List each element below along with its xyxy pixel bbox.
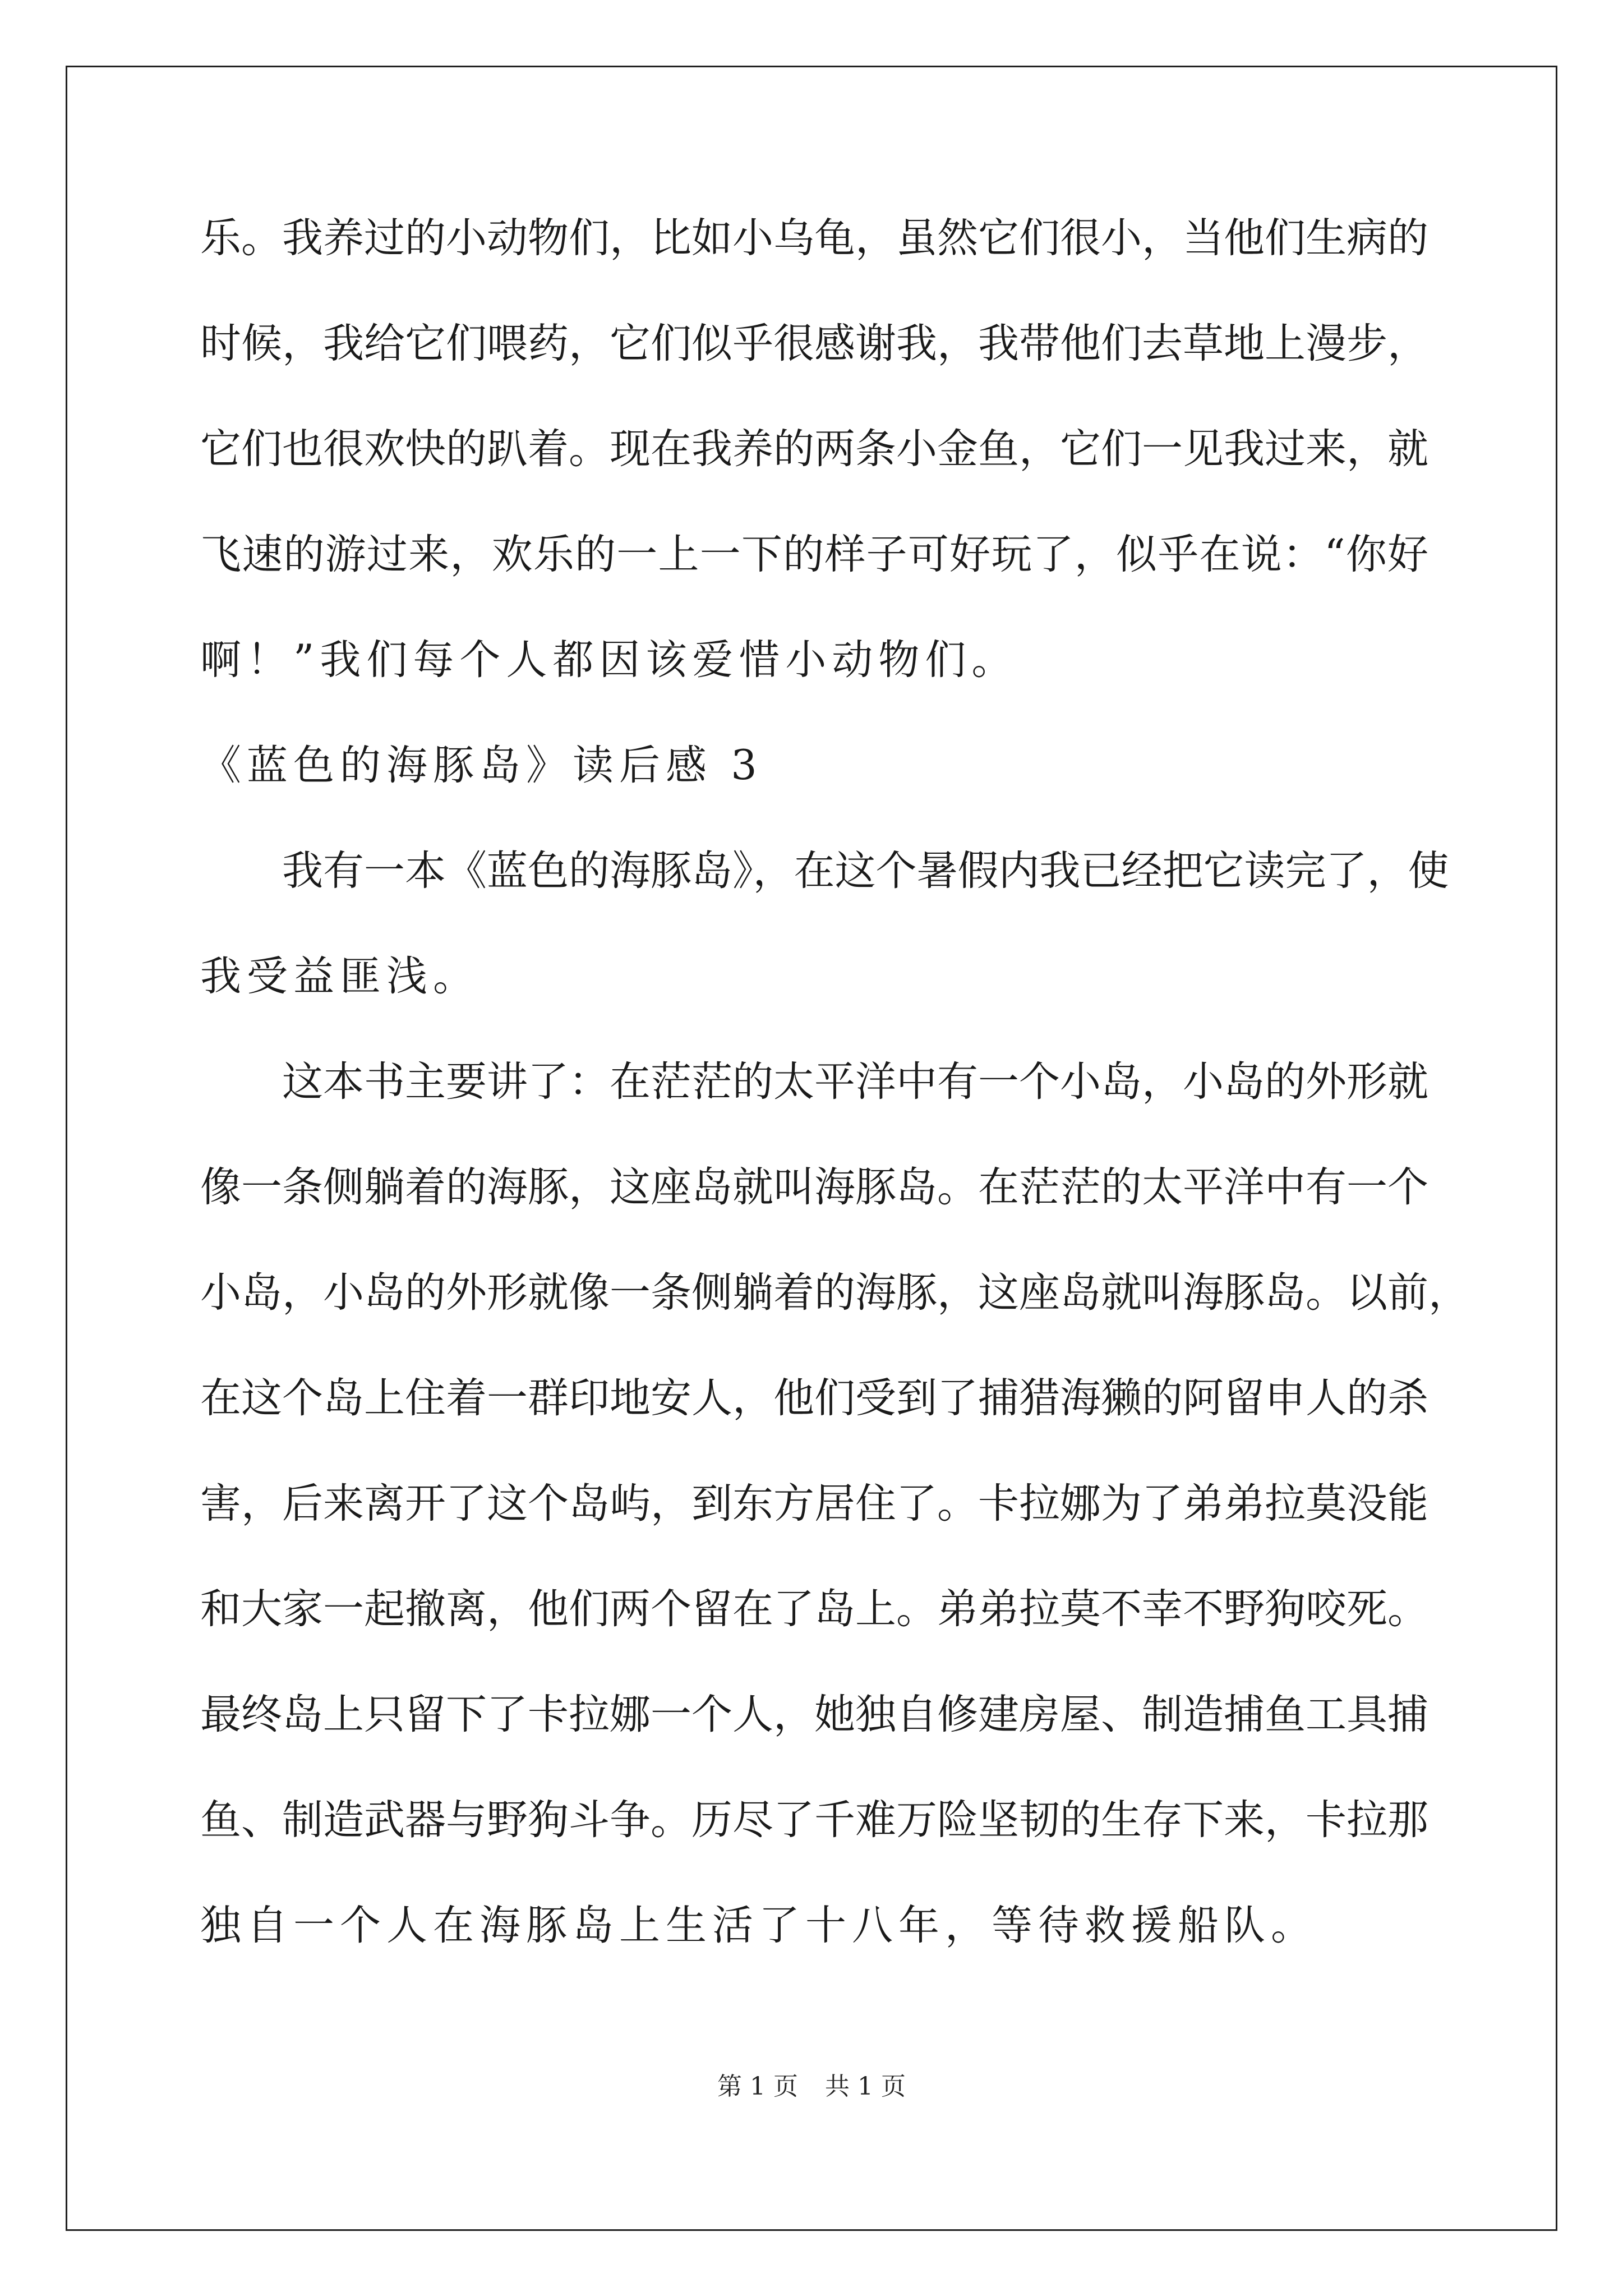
document-body [200,212,1469,2005]
paragraph-line: 像一条侧躺着的海豚，这座岛就叫海豚岛。在茫茫的太平洋中有一个 [200,1163,1428,1211]
paragraph-line: 它们也很欢快的趴着。现在我养的两条小金鱼，它们一见我过来，就 [200,425,1428,473]
total-pages: 共 1 页 [825,2072,906,2101]
paragraph-line: 这本书主要讲了：在茫茫的太平洋中有一个小岛，小岛的外形就 [282,1058,1428,1106]
paragraph-line: 和大家一起撤离，他们两个留在了岛上。弟弟拉莫不幸不野狗咬死。 [200,1585,1428,1633]
paragraph-line: 飞速的游过来，欢乐的一上一下的样子可好玩了，似乎在说：“你好 [200,531,1428,578]
paragraph-line: 在这个岛上住着一群印地安人，他们受到了捕猎海獭的阿留申人的杀 [200,1374,1428,1422]
paragraph-line: 时候，我给它们喂药，它们似乎很感谢我，我带他们去草地上漫步， [200,320,1428,367]
page-footer [0,2070,1623,2104]
paragraph-line: 鱼、制造武器与野狗斗争。历尽了千难万险坚韧的生存下来，卡拉那 [200,1796,1428,1844]
paragraph-line: 害，后来离开了这个岛屿，到东方居住了。卡拉娜为了弟弟拉莫没能 [200,1480,1428,1527]
paragraph-line: 独自一个人在海豚岛上生活了十八年，等待救援船队。 [200,1902,1317,1949]
paragraph-line: 我受益匪浅。 [200,953,479,1000]
section-title: 《蓝色的海豚岛》读后感 3 [200,742,763,789]
paragraph-line: 啊！”我们每个人都因该爱惜小动物们。 [200,636,1018,684]
page-number: 第 1 页 [717,2072,798,2101]
paragraph-line: 乐。我养过的小动物们，比如小乌龟，虽然它们很小，当他们生病的 [200,214,1428,262]
paragraph-line: 最终岛上只留下了卡拉娜一个人，她独自修建房屋、制造捕鱼工具捕 [200,1691,1428,1738]
paragraph-line: 小岛，小岛的外形就像一条侧躺着的海豚，这座岛就叫海豚岛。以前， [200,1269,1469,1317]
paragraph-line: 我有一本《蓝色的海豚岛》，在这个暑假内我已经把它读完了，使 [282,847,1449,895]
